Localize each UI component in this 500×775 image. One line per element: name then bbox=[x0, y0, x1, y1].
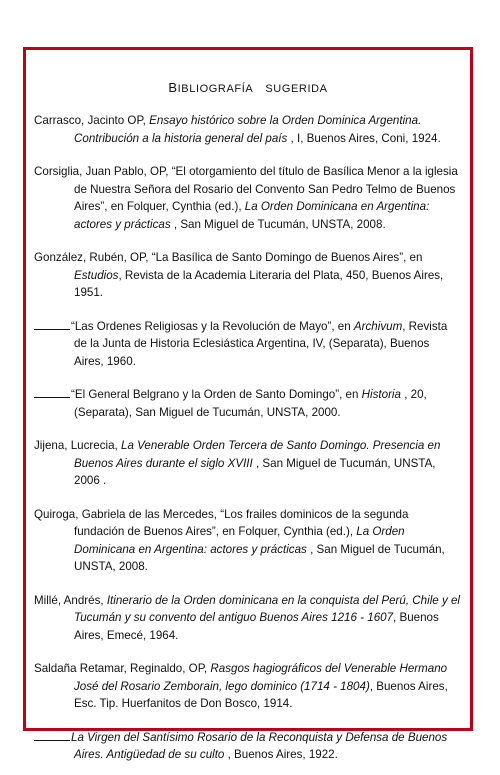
repeat-author-dash bbox=[34, 730, 70, 741]
entry-publication: , Buenos Aires, Emecé, 1964. bbox=[74, 611, 439, 642]
title-word-rest: IBLIOGRAFÍA bbox=[177, 83, 254, 95]
entry-title: Rasgos hagiográficos del Venerable Hermano José del Rosario Zemborain, lego dominico (1714 - 1804) bbox=[74, 662, 448, 693]
entry-author: Corsiglia, Juan Pablo, OP, “El otorgamiento del título de Basílica Menor a la iglesia de Nuestra Señora del Rosario del Convento San Pedro Telmo de Buenos Aires”, en Folquer, Cynthia (ed.), bbox=[34, 165, 458, 213]
bib-entry-gonzalez-3 bbox=[34, 386, 460, 421]
entry-title: La Venerable Orden Tercera de Santo Domingo. Presencia en Buenos Aires durante el siglo XVIII bbox=[74, 439, 441, 470]
bib-entry-gonzalez-1 bbox=[34, 249, 460, 302]
entry-title: La Virgen del Santísimo Rosario de la Reconquista y Defensa de Buenos Aires. Antigüedad de su culto bbox=[71, 730, 448, 761]
entry-publication: , San Miguel de Tucumán, UNSTA, 2008. bbox=[170, 217, 386, 231]
bib-entry-saldana-1 bbox=[34, 660, 460, 713]
repeat-author-dash bbox=[34, 319, 70, 330]
entry-publication: , San Miguel de Tucumán, UNSTA, 2006 . bbox=[74, 456, 436, 487]
bib-entry-quiroga bbox=[34, 506, 460, 576]
entry-author: Quiroga, Gabriela de las Mercedes, “Los frailes dominicos de la segunda fundación de Buenos Aires”, en Folquer, Cynthia (ed.), bbox=[34, 507, 409, 538]
repeat-author-dash bbox=[34, 387, 70, 398]
entry-publication: , Buenos Aires, 1922. bbox=[224, 748, 338, 761]
entry-author: “Las Ordenes Religiosas y la Revolución de Mayo”, en bbox=[71, 319, 354, 333]
entry-publication: , I, Buenos Aires, Coni, 1924. bbox=[287, 131, 441, 145]
entry-title: Itinerario de la Orden dominicana en la conquista del Perú, Chile y el Tucumán y su convento del antiguo Buenos Aires 1216 - 1607 bbox=[74, 593, 460, 624]
entry-publication: , Buenos Aires, Esc. Tip. Huerfanitos de Don Bosco, 1914. bbox=[74, 679, 448, 710]
bib-entry-saldana-2 bbox=[34, 729, 460, 764]
entry-author: Saldaña Retamar, Reginaldo, OP, bbox=[34, 662, 211, 675]
entry-author: González, Rubén, OP, “La Basílica de Santo Domingo de Buenos Aires”, en bbox=[34, 251, 423, 264]
entry-author: Carrasco, Jacinto OP, bbox=[34, 114, 150, 127]
entry-title: La Orden Dominicana en Argentina: actores y prácticas bbox=[74, 525, 405, 556]
entry-title: Archivum bbox=[353, 319, 403, 333]
bib-entry-gonzalez-2 bbox=[34, 318, 460, 371]
page-title bbox=[26, 80, 470, 95]
bib-entry-mille bbox=[34, 592, 460, 645]
title-initial: B bbox=[168, 80, 178, 95]
entry-title: La Orden Dominicana en Argentina: actores y prácticas bbox=[74, 200, 430, 231]
entry-title: Historia bbox=[361, 388, 401, 401]
bib-entry-carrasco bbox=[34, 112, 460, 147]
entry-title: Ensayo histórico sobre la Orden Dominica Argentina. Contribución a la historia general del país bbox=[74, 114, 422, 145]
bibliography-frame bbox=[23, 47, 473, 761]
entry-author: Millé, Andrés, bbox=[34, 593, 107, 607]
bibliography-list bbox=[34, 112, 460, 764]
entry-publication: , Revista de la Academia Literaria del Plata, 450, Buenos Aires, 1951. bbox=[74, 268, 444, 299]
bib-entry-jijena bbox=[34, 437, 460, 490]
entry-title: Estudios bbox=[74, 268, 119, 282]
entry-author: Jijena, Lucrecia, bbox=[34, 439, 121, 452]
bib-entry-corsiglia bbox=[34, 163, 460, 233]
entry-publication: , 20, (Separata), San Miguel de Tucumán, UNSTA, 2000. bbox=[74, 388, 427, 419]
entry-publication: , Revista de la Junta de Historia Eclesiástica Argentina, IV, (Separata), Buenos Aires, 1960. bbox=[74, 319, 448, 368]
entry-author: “El General Belgrano y la Orden de Santo Domingo”, en bbox=[71, 388, 362, 401]
entry-publication: , San Miguel de Tucumán, UNSTA, 2008. bbox=[74, 542, 445, 573]
title-word-2: SUGERIDA bbox=[265, 83, 328, 95]
